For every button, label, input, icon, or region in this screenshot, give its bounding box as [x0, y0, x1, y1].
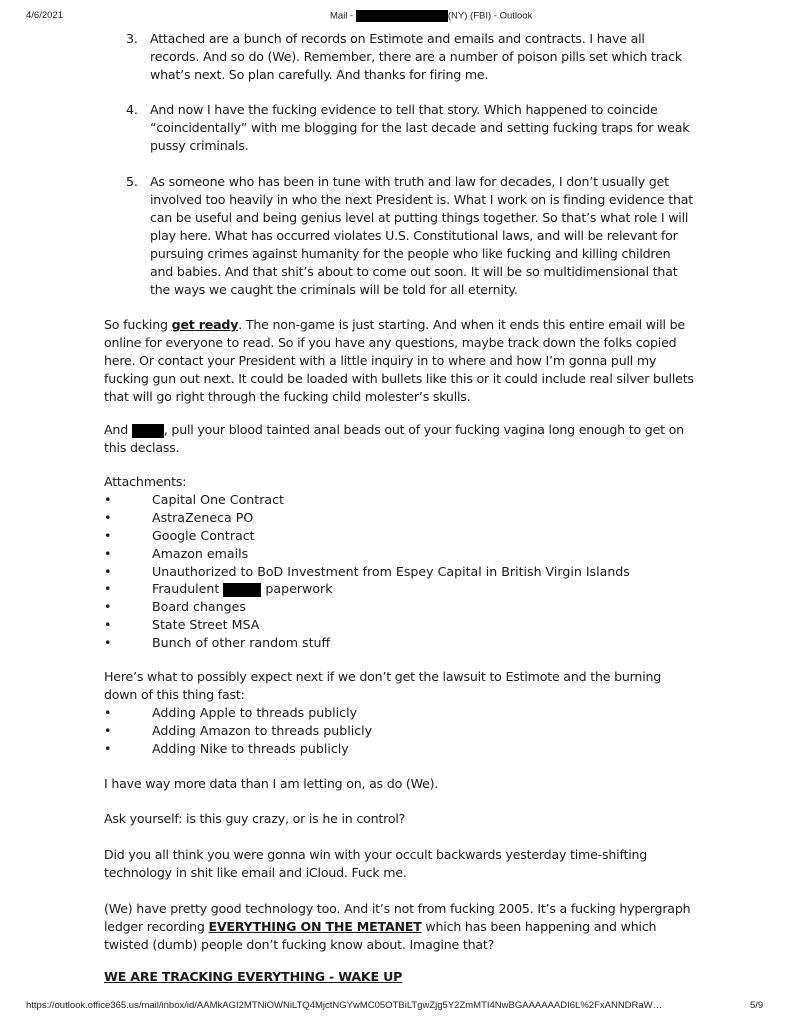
attachment-item: [104, 527, 255, 545]
text-run: So fucking: [104, 317, 172, 332]
bullet: •: [104, 546, 112, 561]
attachment-label: Google Contract: [152, 528, 255, 543]
bullet: •: [104, 723, 112, 738]
attachment-label: Capital One Contract: [152, 492, 284, 507]
attachment-item: [104, 580, 333, 598]
paragraph-expect: Here’s what to possibly expect next if we don’t get the lawsuit to Estimote and the burning down of this thing fast:: [104, 669, 662, 702]
print-url: https://outlook.office365.us/mail/inbox/id/AAMkAGI2MTNiOWNiLTQ4MjctNGYwMC05OTBiLTgwZjg5Y2ZmMTI4NwBGAAAAAADI6L%2FxANNDRaW…: [26, 1000, 663, 1011]
text-run: . The non-game is just starting. And when it ends this entire email will be online for everyone to read. So if you have any questions, maybe track down the folks copied here. Or contact your President with a little inquiry in to where and how I’m gonna pull my fucking gun out next. It could be loaded with bullets like this or it could include real silver bullets that will go right through the fucking child molester’s skulls.: [104, 317, 694, 404]
attachment-label: Unauthorized to BoD Investment from Espey Capital in British Virgin Islands: [152, 564, 630, 579]
emphasis-metanet: EVERYTHING ON THE METANET: [208, 919, 422, 934]
page-number: 5/9: [750, 1000, 764, 1011]
redaction-box: [223, 583, 261, 597]
bullet: •: [104, 564, 112, 579]
bullet: •: [104, 581, 112, 596]
expect-item: [104, 704, 357, 722]
expect-label: Adding Apple to threads publicly: [152, 705, 358, 720]
bullet: •: [104, 528, 112, 543]
attachment-label-suffix: paperwork: [265, 581, 333, 596]
item-number: 3.: [126, 31, 138, 46]
paragraph-and: [104, 421, 694, 457]
print-date: 4/6/2021: [26, 10, 63, 21]
bullet: •: [104, 599, 112, 614]
title-prefix: Mail -: [330, 10, 354, 22]
expect-item: [104, 740, 349, 758]
redaction-box: [132, 424, 164, 438]
paragraph-get-ready: [104, 316, 694, 406]
bullet: •: [104, 510, 112, 525]
attachment-label: State Street MSA: [152, 617, 260, 632]
text-run: And: [104, 422, 128, 437]
bullet: •: [104, 617, 112, 632]
attachment-label: Fraudulent: [152, 581, 220, 596]
numbered-item-4: [126, 101, 696, 155]
redaction-box: [356, 10, 448, 22]
closing-text: WE ARE TRACKING EVERYTHING - WAKE UP: [104, 969, 403, 984]
item-text: And now I have the fucking evidence to tell that story. Which happened to coincide “coincidentally” with me blogging for the last decade and setting fucking traps for weak pussy criminals.: [150, 102, 690, 153]
attachment-label: Bunch of other random stuff: [152, 635, 331, 650]
bullet: •: [104, 741, 112, 756]
paragraph-did: Did you all think you were gonna win with your occult backwards yesterday time-shifting technology in shit like email and iCloud. Fuck me.: [104, 847, 648, 880]
item-text: As someone who has been in tune with truth and law for decades, I don’t usually get involved too heavily in who the next President is. What I work on is finding evidence that can be useful and being genius level at putting things together. So that’s what role I will play here. What has occurred violates U.S. Constitutional laws, and will be relevant for pursuing crimes against humanity for the people who like fucking and killing children and babies. And that shit’s about to come out soon. It will be so multidimensional that the ways we caught the criminals will be told for all eternity.: [150, 174, 694, 297]
expect-item: [104, 722, 372, 740]
attachment-item: [104, 598, 246, 616]
bullet: •: [104, 492, 112, 507]
attachment-label: Board changes: [152, 599, 246, 614]
attachment-label: AstraZeneca PO: [152, 510, 254, 525]
attachments-heading: Attachments:: [104, 474, 187, 489]
title-suffix: (NY) (FBI) - Outlook: [447, 10, 533, 22]
bullet: •: [104, 635, 112, 650]
text-run: (We) have pretty good technology too. And it’s not from fucking 2005. It’s a fucking hypergraph ledger recording: [104, 901, 691, 934]
attachment-item: [104, 545, 248, 563]
paragraph-ask: Ask yourself: is this guy crazy, or is he in control?: [104, 811, 406, 826]
item-number: 4.: [126, 102, 138, 117]
numbered-item-3: [126, 30, 696, 84]
attachment-item: [104, 491, 284, 509]
numbered-item-5: [126, 173, 696, 299]
text-run: which has been happening and which twisted (dumb) people don’t fucking know about. Imagine that?: [104, 919, 657, 952]
expect-label: Adding Nike to threads publicly: [152, 741, 349, 756]
paragraph-we: [104, 900, 694, 954]
text-run: , pull your blood tainted anal beads out of your fucking vagina long enough to get on this declass.: [104, 422, 684, 455]
paragraph-data: I have way more data than I am letting on, as do (We).: [104, 776, 439, 791]
attachment-item: [104, 634, 330, 652]
attachment-item: [104, 616, 259, 634]
print-title: [330, 10, 532, 22]
closing-line: [104, 968, 694, 986]
bullet: •: [104, 705, 112, 720]
attachment-label: Amazon emails: [152, 546, 249, 561]
attachment-item: [104, 509, 253, 527]
attachment-item: [104, 563, 630, 581]
emphasis-get-ready: get ready: [171, 317, 239, 332]
expect-label: Adding Amazon to threads publicly: [152, 723, 373, 738]
item-number: 5.: [126, 174, 138, 189]
item-text: Attached are a bunch of records on Estimote and emails and contracts. I have all records. And so do (We). Remember, there are a number of poison pills set which track what’s next. So plan carefully. And thanks for firing me.: [150, 31, 683, 82]
